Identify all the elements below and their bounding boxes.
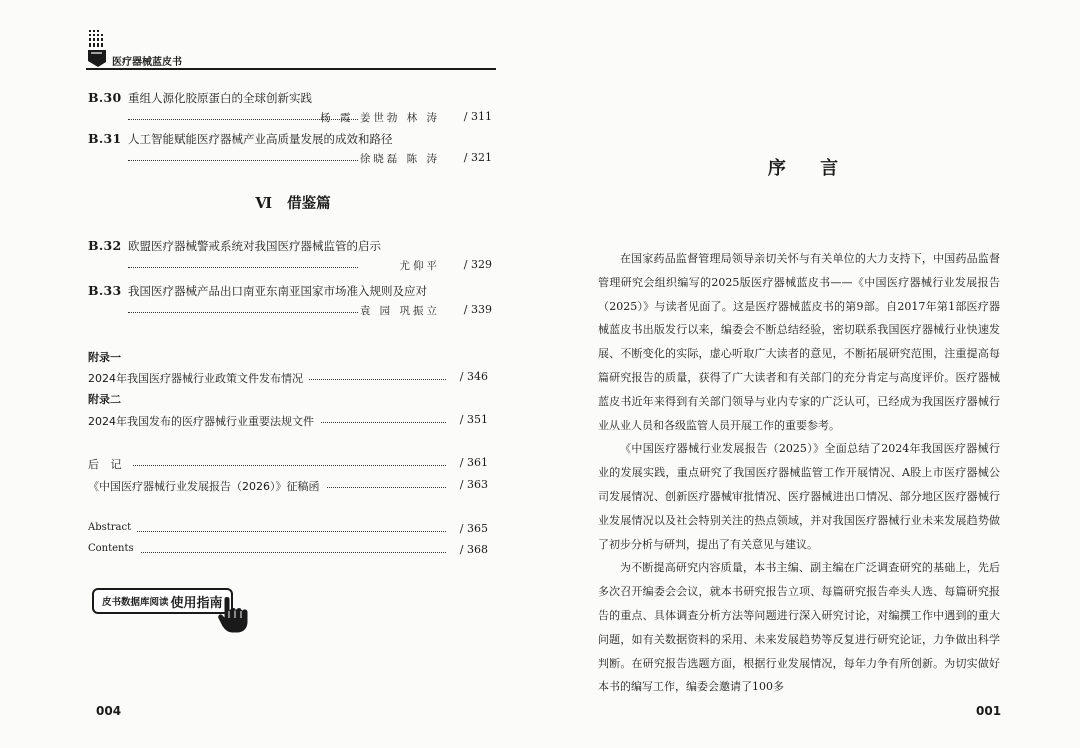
dot-leader bbox=[128, 160, 358, 161]
row-text: Abstract bbox=[88, 522, 137, 533]
toc-row-postscript[interactable] bbox=[88, 456, 488, 472]
preface-paragraph: 为不断提高研究内容质量，本书主编、副主编在广泛调查研究的基础上，先后多次召开编委会会议，就本书研究报告立项、每篇研究报告牵头人选、每篇研究报告的重点、具体调查分析方法等问题进行深入研究讨论，对编撰工作中遇到的重大问题，如有关数据资料的采用、未来发展趋势等反复进行研究论证，力争做出科学判断。在研究报告选题方面，根据行业发展情况，每年力争有所创新。为切实做好本书的编写工作，编委会邀请了100多 bbox=[598, 561, 1000, 694]
preface-title: 序 言 bbox=[767, 158, 853, 179]
toc-authors: 尤仰平 bbox=[399, 260, 440, 272]
toc-title: 人工智能赋能医疗器械产业高质量发展的成效和路径 bbox=[128, 132, 393, 146]
right-page bbox=[540, 0, 1080, 748]
toc-entry-b31[interactable] bbox=[88, 131, 498, 167]
toc-page: / 339 bbox=[463, 303, 492, 316]
book-logo-icon bbox=[86, 28, 108, 68]
dot-leader bbox=[128, 312, 358, 313]
row-page: / 346 bbox=[459, 370, 488, 383]
row-page: / 351 bbox=[459, 413, 488, 426]
toc-row-call-for-papers[interactable] bbox=[88, 478, 488, 494]
toc-page: / 329 bbox=[463, 258, 492, 271]
toc-entry-b33[interactable] bbox=[88, 283, 498, 319]
toc-row-abstract[interactable] bbox=[88, 522, 488, 538]
section-roman-numeral: Ⅵ bbox=[255, 195, 273, 212]
row-text: 《中国医疗器械行业发展报告（2026）》征稿函 bbox=[88, 478, 326, 494]
appendix-1-label: 附录一 bbox=[88, 351, 121, 364]
guide-big-text: 使用指南 bbox=[170, 595, 223, 611]
toc-leader bbox=[128, 303, 498, 319]
row-page: / 365 bbox=[459, 522, 488, 535]
toc-authors: 徐晓磊 陈 涛 bbox=[359, 153, 440, 165]
preface-paragraph: 在国家药品监督管理局领导亲切关怀与有关单位的大力支持下，中国药品监督管理研究会组织编写的2025版医疗器械蓝皮书——《中国医疗器械行业发展报告（2025）》与读者见面了。这是医疗器械蓝皮书的第9部。自2017年第1部医疗器械蓝皮书出版发行以来，编委会不断总结经验，密切联系我国医疗器械行业快速发展、不断变化的实际，虚心听取广大读者的意见，不断拓展研究范围，注重提高每篇研究报告的质量，获得了广大读者和有关部门的充分肯定与高度评价。医疗器械蓝皮书近年来得到有关部门领导与业内专家的广泛认可，已经成为我国医疗器械行业从业人员和各级监管人员开展工作的重要参考。 bbox=[598, 252, 1000, 432]
pointing-hand-icon bbox=[216, 596, 250, 634]
toc-authors: 杨 霞 姜世勃 林 涛 bbox=[320, 112, 440, 124]
preface-body bbox=[598, 247, 1000, 699]
row-page: / 361 bbox=[459, 456, 488, 469]
toc-leader bbox=[128, 110, 498, 126]
row-text: 2024年我国医疗器械行业政策文件发布情况 bbox=[88, 370, 309, 386]
toc-row-appendix-2[interactable] bbox=[88, 413, 488, 429]
toc-number: B.32 bbox=[88, 238, 122, 253]
toc-authors: 袁 园 巩振立 bbox=[359, 305, 440, 317]
dot-leader bbox=[88, 552, 446, 553]
toc-entry-b32[interactable] bbox=[88, 238, 498, 274]
page-number-left: 004 bbox=[96, 704, 122, 718]
row-text: Contents bbox=[88, 543, 140, 554]
section-title: 借鉴篇 bbox=[287, 195, 331, 212]
toc-row-appendix-1[interactable] bbox=[88, 370, 488, 386]
row-text: 后 记 bbox=[88, 456, 132, 472]
row-page: / 363 bbox=[459, 478, 488, 491]
appendix-2-label: 附录二 bbox=[88, 393, 121, 406]
toc-page: / 321 bbox=[463, 151, 492, 164]
header-rule bbox=[86, 68, 496, 70]
running-head-title: 医疗器械蓝皮书 bbox=[112, 57, 182, 68]
guide-small-text: 皮书数据库阅读 bbox=[102, 597, 169, 608]
dot-leader bbox=[128, 267, 358, 268]
section-heading bbox=[88, 192, 498, 213]
toc-page: / 311 bbox=[463, 110, 492, 123]
row-text: 2024年我国发布的医疗器械行业重要法规文件 bbox=[88, 413, 320, 429]
toc-leader bbox=[128, 151, 498, 167]
toc-entry-b30[interactable] bbox=[88, 90, 498, 126]
dot-leader bbox=[88, 465, 446, 466]
toc-leader bbox=[128, 258, 498, 274]
row-page: / 368 bbox=[459, 543, 488, 556]
toc-title: 欧盟医疗器械警戒系统对我国医疗器械监管的启示 bbox=[128, 239, 381, 253]
toc-number: B.33 bbox=[88, 283, 122, 298]
toc-number: B.30 bbox=[88, 90, 122, 105]
database-guide-button[interactable] bbox=[92, 588, 233, 614]
toc-title: 重组人源化胶原蛋白的全球创新实践 bbox=[128, 91, 312, 105]
dot-leader bbox=[88, 531, 446, 532]
preface-paragraph: 《中国医疗器械行业发展报告（2025）》全面总结了2024年我国医疗器械行业的发展实践，重点研究了我国医疗器械监管工作开展情况、A股上市医疗器械公司发展情况、创新医疗器械审批情况、医疗器械进出口情况、部分地区医疗器械行业发展情况以及社会特别关注的热点领域，并对我国医疗器械行业未来发展趋势做了初步分析与研判，提出了有关意见与建议。 bbox=[598, 442, 1000, 551]
page-number-right: 001 bbox=[976, 704, 1002, 718]
toc-title: 我国医疗器械产品出口南亚东南亚国家市场准入规则及应对 bbox=[128, 284, 427, 298]
toc-number: B.31 bbox=[88, 131, 122, 146]
toc-row-contents[interactable] bbox=[88, 543, 488, 559]
